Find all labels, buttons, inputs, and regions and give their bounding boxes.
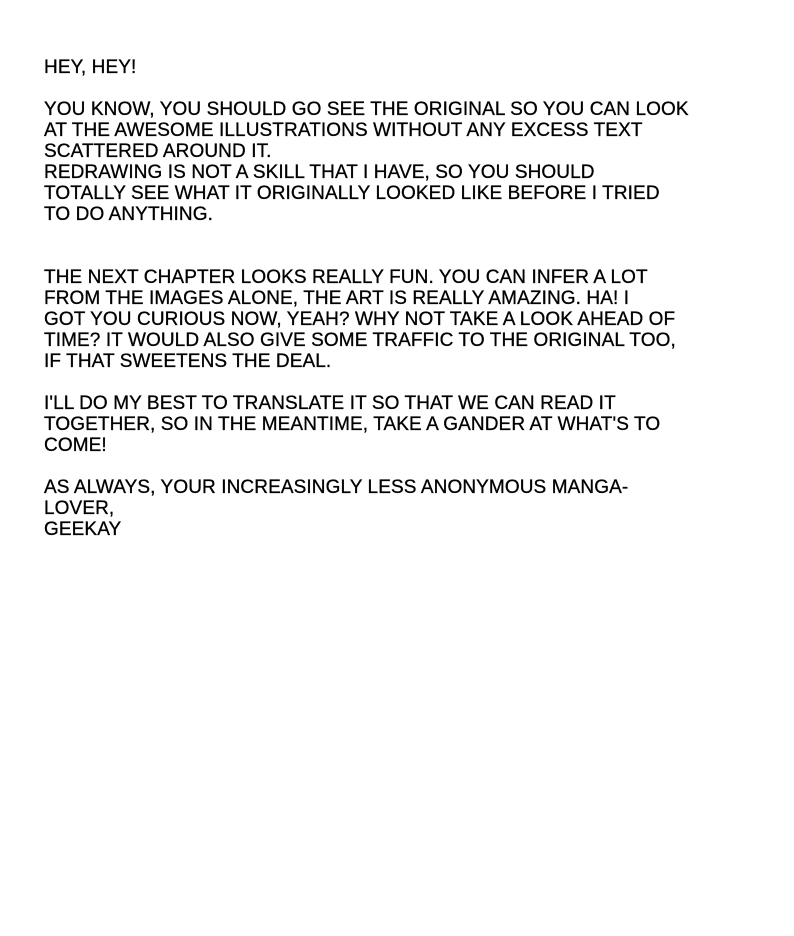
paragraph-next-chapter <box>44 267 754 372</box>
text-line: HEY, HEY! <box>44 57 137 78</box>
paragraph-original-recommendation <box>44 99 754 225</box>
text-line: SCATTERED AROUND IT. <box>44 141 272 162</box>
text-line: GOT YOU CURIOUS NOW, YEAH? WHY NOT TAKE A LOOK AHEAD OF <box>44 309 676 330</box>
text-line: THE NEXT CHAPTER LOOKS REALLY FUN. YOU CAN INFER A LOT <box>44 267 648 288</box>
text-line: TIME? IT WOULD ALSO GIVE SOME TRAFFIC TO THE ORIGINAL TOO, <box>44 330 676 351</box>
text-line: IF THAT SWEETENS THE DEAL. <box>44 351 332 372</box>
text-line: AT THE AWESOME ILLUSTRATIONS WITHOUT ANY EXCESS TEXT <box>44 120 643 141</box>
signature-name: GEEKAY <box>44 519 122 540</box>
paragraph-translation-promise <box>44 393 754 456</box>
text-line: REDRAWING IS NOT A SKILL THAT I HAVE, SO YOU SHOULD <box>44 162 595 183</box>
text-line: FROM THE IMAGES ALONE, THE ART IS REALLY AMAZING. HA! I <box>44 288 630 309</box>
text-line: TOTALLY SEE WHAT IT ORIGINALLY LOOKED LIKE BEFORE I TRIED <box>44 183 660 204</box>
signature-block <box>44 477 754 540</box>
text-line: TOGETHER, SO IN THE MEANTIME, TAKE A GANDER AT WHAT'S TO <box>44 414 661 435</box>
greeting-text <box>44 57 754 78</box>
text-line: YOU KNOW, YOU SHOULD GO SEE THE ORIGINAL SO YOU CAN LOOK <box>44 99 689 120</box>
text-line: COME! <box>44 435 107 456</box>
text-line: I'LL DO MY BEST TO TRANSLATE IT SO THAT WE CAN READ IT <box>44 393 616 414</box>
text-line: TO DO ANYTHING. <box>44 204 214 225</box>
text-line: AS ALWAYS, YOUR INCREASINGLY LESS ANONYMOUS MANGA- <box>44 477 629 498</box>
text-line: LOVER, <box>44 498 115 519</box>
